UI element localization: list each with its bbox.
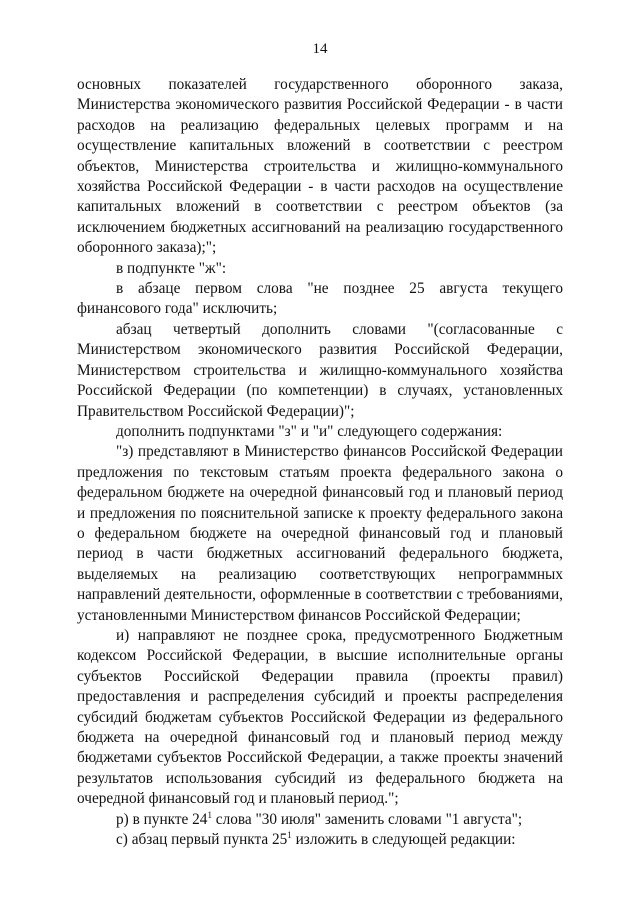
item-s-superscript: 1 xyxy=(287,830,292,841)
document-body xyxy=(77,75,563,850)
paragraph-add-subitems: дополнить подпунктами "з" и "и" следующего содержания: xyxy=(116,422,503,440)
paragraph-item-r xyxy=(77,810,563,830)
item-r-superscript: 1 xyxy=(207,809,212,820)
paragraph-subitem-zh: в подпункте "ж": xyxy=(116,259,227,277)
paragraph-fourth-abzac: абзац четвертый дополнить словами "(согласованные с Министерством экономического развития Российской Федерации, Министерством строительства и жилищно-коммунального хозяйства Российской Федерации (по компетенции) в случаях, установленных Правительством Российской Федерации)"; xyxy=(77,320,563,420)
paragraph-first-abzac: в абзаце первом слова "не позднее 25 августа текущего финансового года" исключить; xyxy=(77,280,563,318)
item-s-text-end: изложить в следующей редакции: xyxy=(291,831,516,849)
item-s-text: с) абзац первый пункта 25 xyxy=(116,831,288,849)
item-r-text: р) в пункте 24 xyxy=(116,810,208,828)
item-r-text-end: слова "30 июля" заменить словами "1 августа"; xyxy=(211,810,523,828)
page-number: 14 xyxy=(312,41,328,57)
paragraph-continuation: основных показателей государственного оборонного заказа, Министерства экономического развития Российской Федерации - в части расходов на реализацию федеральных целевых программ и на осуществление капитальных вложений в соответствии с реестром объектов, Министерства строительства и жилищно-коммунального хозяйства Российской Федерации - в части расходов на осуществление капитальных вложений в соответствии с реестром объектов (за исключением бюджетных ассигнований на реализацию государственного оборонного заказа);"; xyxy=(77,76,563,257)
paragraph-item-s xyxy=(77,830,563,850)
paragraph-subitem-z: "з) представляют в Министерство финансов Российской Федерации предложения по текстовым статьям проекта федерального закона о федеральном бюджете на очередной финансовый год и плановый период и предложения по пояснительной записке к проекту федерального закона о федеральном бюджете на очередной финансовый год и плановый период в части бюджетных ассигнований федерального бюджета, выделяемых на реализацию соответствующих непрограммных направлений деятельности, оформленные в соответствии с требованиями, установленными Министерством финансов Российской Федерации; xyxy=(77,443,563,624)
paragraph-subitem-i: и) направляют не позднее срока, предусмотренного Бюджетным кодексом Российской Федерации, в высшие исполнительные органы субъектов Российской Федерации правила (проекты правил) предоставления и распределения субсидий и проекты распределения субсидий бюджетам субъектов Российской Федерации из федерального бюджета на очередной финансовый год и плановый период между бюджетами субъектов Российской Федерации, а также проекты значений результатов использования субсидий из федерального бюджета на очередной финансовый год и плановый период."; xyxy=(77,626,563,808)
